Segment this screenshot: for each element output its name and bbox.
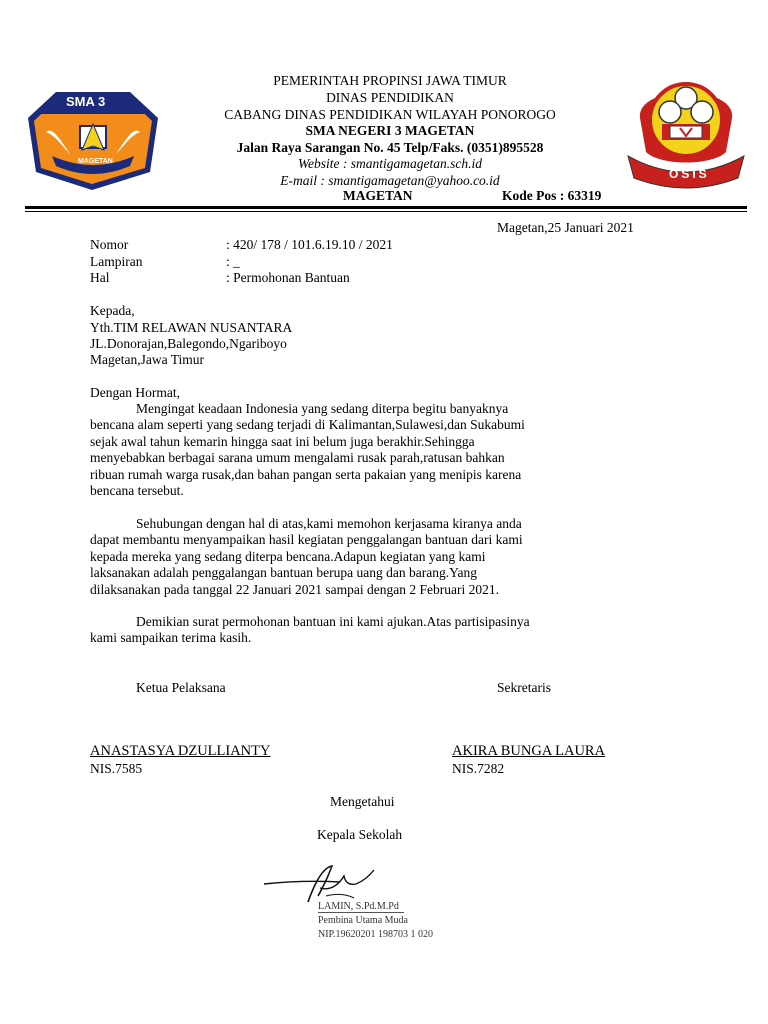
right-signatory-title: Sekretaris [497,680,551,695]
school-logo [26,88,160,192]
paragraph-2-line: dilaksanakan pada tanggal 22 Januari 2021 sampai dengan 2 Februari 2021. [90,581,500,597]
headmaster-rank: Pembina Utama Muda [318,915,408,926]
paragraph-1-line: bencana alam seperti yang sedang terjadi di Kalimantan,Sulawesi,dan Sukabumi [90,417,525,433]
headmaster-name-underline [318,912,404,913]
paragraph-1-line: sejak awal tahun kemarin hingga saat ini belum juga berakhir.Sehingga [90,433,475,449]
letterhead-government: PEMERINTAH PROPINSI JAWA TIMUR [273,73,507,88]
paragraph-2-line: Sehubungan dengan hal di atas,kami memohon kerjasama kiranya anda [136,516,522,531]
recipient-name: Yth.TIM RELAWAN NUSANTARA [90,320,293,335]
left-signatory-title: Ketua Pelaksana [136,680,226,695]
letterhead-divider-thin [25,211,747,212]
meta-value-hal: : Permohonan Bantuan [226,270,350,285]
meta-value-lampiran: : _ [226,254,240,269]
letterhead-address: Jalan Raya Sarangan No. 45 Telp/Faks. (0351)895528 [236,140,544,155]
logo-top-label: SMA 3 [66,94,106,109]
paragraph-3-line: kami sampaikan terima kasih. [90,630,252,646]
headmaster-name: LAMIN, S.Pd.M.Pd [318,901,399,912]
paragraph-2-line: kepada mereka yang sedang diterpa bencana.Adapun kegiatan yang kami [90,548,486,564]
paragraph-1-line: menyebabkan berbagai sarana umum mengalami rusak parah,ratusan bahkan [90,450,505,466]
letterhead-website: Website : smantigamagetan.sch.id [298,156,482,171]
osis-label: OSIS [669,167,710,181]
meta-label-hal: Hal [90,270,110,285]
meta-label-nomor: Nomor [90,237,129,252]
paragraph-3 [90,614,670,647]
meta-value-nomor: : 420/ 178 / 101.6.19.10 / 2021 [226,237,393,252]
letter-date: Magetan,25 Januari 2021 [497,220,634,235]
paragraph-2-line: dapat membantu menyampaikan hasil kegiatan penggalangan bantuan dari kami [90,532,523,548]
paragraph-1-line: bencana tersebut. [90,483,184,499]
letterhead-divider-thick [25,206,747,209]
letterhead-branch: CABANG DINAS PENDIDIKAN WILAYAH PONOROGO [224,107,556,122]
left-signatory-name: ANASTASYA DZULLIANTY [90,743,271,759]
right-signatory-nis: NIS.7282 [452,761,505,776]
paragraph-1 [90,401,670,499]
logo-bottom-label: MAGETAN [78,158,113,165]
paragraph-2-line: laksanakan adalah penggalangan bantuan berupa uang dan barang.Yang [90,565,477,581]
letterhead-email: E-mail : smantigamagetan@yahoo.co.id [280,173,500,188]
recipient-to: Kepada, [90,303,135,318]
paragraph-2 [90,516,670,598]
paragraph-1-line: ribuan rumah warga rusak,dan bahan pangan serta pakaian yang menipis karena [90,466,522,482]
greeting: Dengan Hormat, [90,385,180,400]
recipient-address-1: JL.Donorajan,Balegondo,Ngariboyo [90,336,287,351]
paragraph-1-line: Mengingat keadaan Indonesia yang sedang diterpa begitu banyaknya [136,401,509,416]
paragraph-3-line: Demikian surat permohonan bantuan ini kami ajukan.Atas partisipasinya [136,614,530,629]
recipient-address-2: Magetan,Jawa Timur [90,352,204,367]
left-signatory-nis: NIS.7585 [90,761,143,776]
headmaster-title: Kepala Sekolah [317,827,403,842]
right-signatory-name: AKIRA BUNGA LAURA [452,743,606,759]
headmaster-nip: NIP.19620201 198703 1 020 [318,929,434,940]
letterhead-school-name: SMA NEGERI 3 MAGETAN [305,123,475,138]
letterhead-department: DINAS PENDIDIKAN [326,90,454,105]
acknowledge-label: Mengetahui [330,794,395,809]
meta-label-lampiran: Lampiran [90,254,143,269]
letterhead-postal-code: Kode Pos : 63319 [502,188,602,203]
letterhead-city: MAGETAN [343,188,413,203]
osis-logo [622,68,750,192]
